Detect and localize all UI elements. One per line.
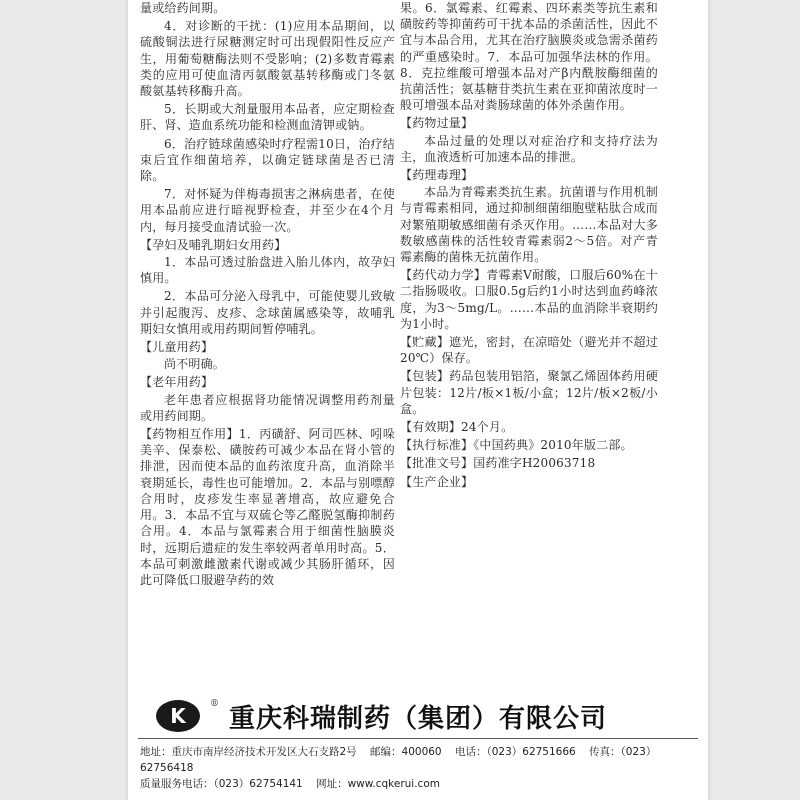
section-heading: 【孕妇及哺乳期妇女用药】 bbox=[140, 237, 287, 252]
contact-info bbox=[140, 744, 698, 792]
company-logo-icon bbox=[156, 700, 200, 732]
section-heading: 【药物过量】 bbox=[400, 116, 474, 131]
left-column bbox=[140, 0, 395, 590]
right-column bbox=[400, 0, 658, 492]
paragraph: 【有效期】24个月。 bbox=[400, 420, 514, 435]
phone: 电话：（023）62751666 bbox=[454, 746, 576, 758]
paragraph: 量或给药间期。 bbox=[140, 1, 226, 15]
footer-divider bbox=[138, 738, 698, 739]
paragraph: 尚不明确。 bbox=[164, 357, 226, 372]
company-name: 重庆科瑞制药（集团）有限公司 bbox=[229, 703, 608, 734]
paragraph: 【药代动力学】青霉素V耐酸，口服后60%在十二指肠吸收。口服0.5g后约1小时达到血药峰浓度，为3～5mg/L。……本品的血消除半衰期约为1小时。 bbox=[400, 268, 658, 331]
paragraph: 6．治疗链球菌感染时疗程需10日，治疗结束后宜作细菌培养，以确定链球菌是否已清除。 bbox=[140, 136, 395, 184]
logo-letter: K bbox=[170, 704, 186, 728]
section-heading: 【儿童用药】 bbox=[140, 340, 214, 355]
section-heading: 【老年用药】 bbox=[140, 375, 214, 390]
paragraph: 5．长期或大剂量服用本品者，应定期检查肝、肾、造血系统功能和检测血清钾或钠。 bbox=[140, 102, 395, 133]
paragraph: 4．对诊断的干扰：(1)应用本品期间，以硫酸铜法进行尿糖测定时可出现假阳性反应产生，用葡萄糖酶法则不受影响；(2)多数青霉素类的应用可使血清丙氨酸氨基转移酶或门冬氨酸氨基转移酶升高。 bbox=[140, 19, 395, 99]
section-heading: 【药理毒理】 bbox=[400, 168, 474, 183]
manufacturer-brand bbox=[156, 697, 607, 735]
quality-service-phone: 质量服务电话：（023）62754141 bbox=[140, 778, 303, 790]
contact-line-2 bbox=[140, 776, 698, 792]
paragraph: 【批准文号】国药准字H20063718 bbox=[400, 456, 596, 471]
paragraph: 果。6．氯霉素、红霉素、四环素类等抗生素和磺胺药等抑菌药可干扰本品的杀菌活性，因此不宜与本品合用，尤其在治疗脑膜炎或急需杀菌药的严重感染时。7．本品可加强华法林的作用。8．克拉维酸可增强本品对产β内酰胺酶细菌的抗菌活性；氨基糖苷类抗生素在亚抑菌浓度时一般可增强本品对粪肠球菌的体外杀菌作用。 bbox=[400, 1, 658, 113]
paragraph: 【执行标准】《中国药典》2010年版二部。 bbox=[400, 438, 633, 453]
package-insert-page bbox=[128, 0, 708, 800]
paragraph: 老年患者应根据肾功能情况调整用药剂量或用药间期。 bbox=[140, 392, 395, 423]
registered-mark: ® bbox=[210, 699, 219, 709]
paragraph: 【生产企业】 bbox=[400, 474, 474, 489]
paragraph: 【包装】药品包装用铝箔，聚氯乙烯固体药用硬片包装：12片/板×1板/小盒；12片/板×2板/小盒。 bbox=[400, 369, 658, 416]
fax: 传真：（023）62756418 bbox=[140, 746, 657, 774]
paragraph: 【贮藏】遮光，密封，在凉暗处（避光并不超过20℃）保存。 bbox=[400, 335, 658, 366]
paragraph: 【药物相互作用】1．丙磺舒、阿司匹林、吲哚美辛、保泰松、磺胺药可减少本品在肾小管的排泄，因而使本品的血药浓度升高，血消除半衰期延长，毒性也可能增加。2．本品与别嘌醇合用时，皮疹发生率显著增高，故应避免合用。3．本品不宜与双硫仑等乙醛脱氢酶抑制药合用。4．本品与氯霉素合用于细菌性脑膜炎时，远期后遗症的发生率较两者单用时高。5．本品可刺激雌激素代谢或减少其肠肝循环，因此可降低口服避孕药的效 bbox=[140, 427, 395, 587]
address: 地址：重庆市南岸经济技术开发区大石支路2号 bbox=[140, 746, 357, 758]
paragraph: 本品为青霉素类抗生素。抗菌谱与作用机制与青霉素相同，通过抑制细菌细胞壁粘肽合成而对繁殖期敏感细菌有杀灭作用。……本品对大多数敏感菌株的活性较青霉素弱2～5倍。对产青霉素酶的菌株无抗菌作用。 bbox=[400, 185, 658, 265]
postcode: 邮编：400060 bbox=[370, 746, 442, 758]
paragraph: 2．本品可分泌入母乳中，可能使婴儿致敏并引起腹泻、皮疹、念球菌属感染等，故哺乳期妇女慎用或用药期间暂停哺乳。 bbox=[140, 289, 395, 336]
paragraph: 1．本品可透过胎盘进入胎儿体内，故孕妇慎用。 bbox=[140, 255, 395, 286]
paragraph: 本品过量的处理以对症治疗和支持疗法为主，血液透析可加速本品的排泄。 bbox=[400, 133, 658, 164]
contact-line-1 bbox=[140, 744, 698, 776]
website: 网址：www.cqkerui.com bbox=[316, 778, 440, 790]
paragraph: 7．对怀疑为伴梅毒损害之淋病患者，在使用本品前应进行暗视野检查，并至少在4个月内，每月接受血清试验一次。 bbox=[140, 187, 395, 234]
